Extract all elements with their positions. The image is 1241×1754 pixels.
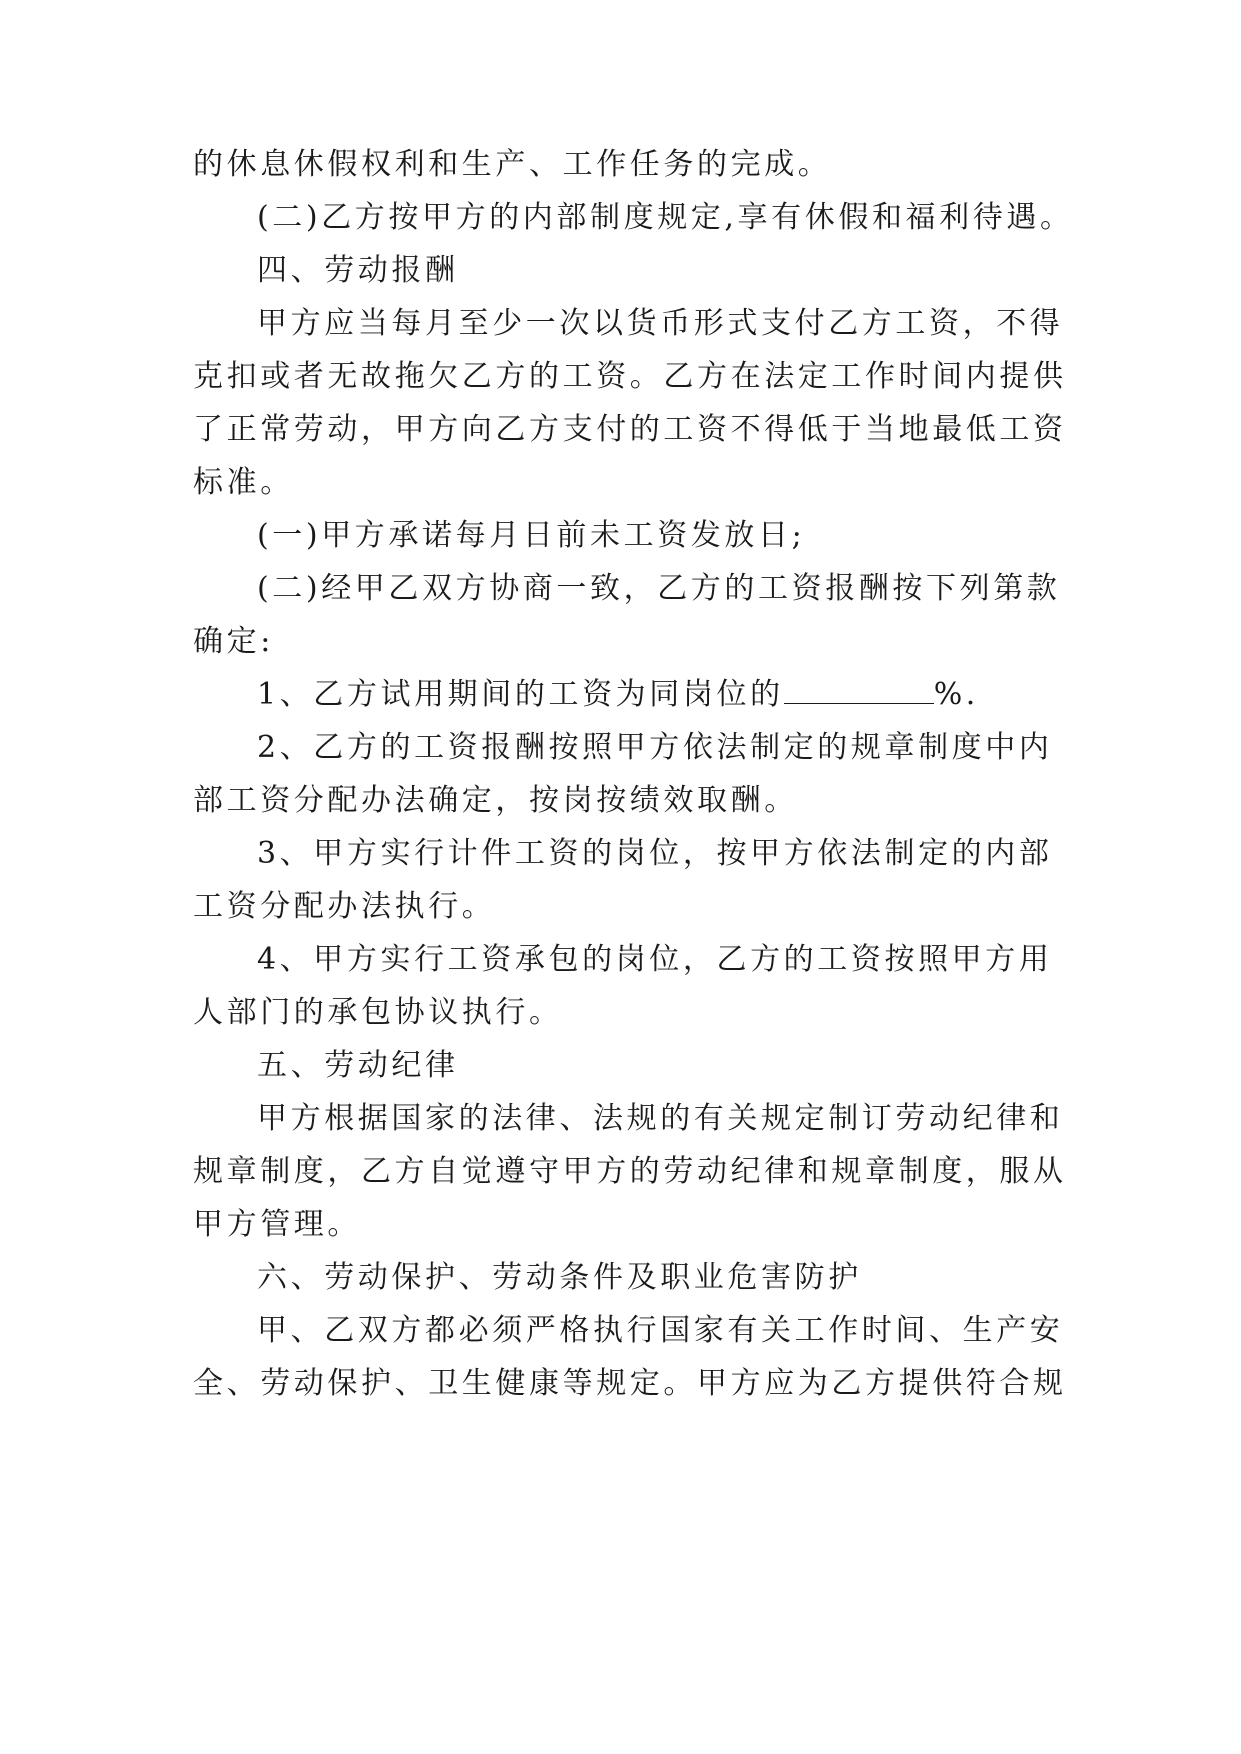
section-heading: 五、劳动纪律 bbox=[257, 1048, 459, 1083]
paragraph-line: 甲方管理。 bbox=[193, 1207, 361, 1242]
paragraph-line: 人部门的承包协议执行。 bbox=[193, 995, 563, 1030]
section-heading: 四、劳动报酬 bbox=[257, 253, 459, 288]
line-text: 1、乙方试用期间的工资为同岗位的 bbox=[257, 677, 784, 712]
paragraph-line: (一)甲方承诺每月日前未工资发放日; bbox=[257, 518, 806, 553]
paragraph-line bbox=[257, 675, 1117, 715]
paragraph-line: 规章制度，乙方自觉遵守甲方的劳动纪律和规章制度，服从 bbox=[193, 1154, 1067, 1189]
paragraph-line: 确定: bbox=[193, 624, 274, 659]
paragraph-line: 标准。 bbox=[193, 465, 294, 500]
paragraph-line: (二)乙方按甲方的内部制度规定,享有休假和福利待遇。 bbox=[257, 200, 1074, 235]
line-text: %. bbox=[933, 677, 979, 712]
fill-in-blank[interactable] bbox=[784, 677, 934, 704]
paragraph-line: 全、劳动保护、卫生健康等规定。甲方应为乙方提供符合规 bbox=[193, 1366, 1067, 1401]
paragraph-line: 工资分配办法执行。 bbox=[193, 889, 496, 924]
paragraph-line: 甲方应当每月至少一次以货币形式支付乙方工资，不得 bbox=[257, 306, 1064, 341]
paragraph-line: 部工资分配办法确定，按岗按绩效取酬。 bbox=[193, 783, 798, 818]
paragraph-line: 甲、乙双方都必须严格执行国家有关工作时间、生产安 bbox=[257, 1313, 1064, 1348]
paragraph-line: 2、乙方的工资报酬按照甲方依法制定的规章制度中内 bbox=[257, 730, 1053, 765]
paragraph-line: 克扣或者无故拖欠乙方的工资。乙方在法定工作时间内提供 bbox=[193, 359, 1067, 394]
section-heading: 六、劳动保护、劳动条件及职业危害防护 bbox=[257, 1260, 862, 1295]
paragraph-line: 3、甲方实行计件工资的岗位，按甲方依法制定的内部 bbox=[257, 836, 1053, 871]
paragraph-line: 的休息休假权利和生产、工作任务的完成。 bbox=[193, 147, 832, 182]
paragraph-line: 甲方根据国家的法律、法规的有关规定制订劳动纪律和 bbox=[257, 1101, 1064, 1136]
paragraph-line: (二)经甲乙双方协商一致，乙方的工资报酬按下列第款 bbox=[257, 571, 1061, 606]
paragraph-line: 了正常劳动，甲方向乙方支付的工资不得低于当地最低工资 bbox=[193, 412, 1067, 447]
paragraph-line: 4、甲方实行工资承包的岗位，乙方的工资按照甲方用 bbox=[257, 942, 1053, 977]
